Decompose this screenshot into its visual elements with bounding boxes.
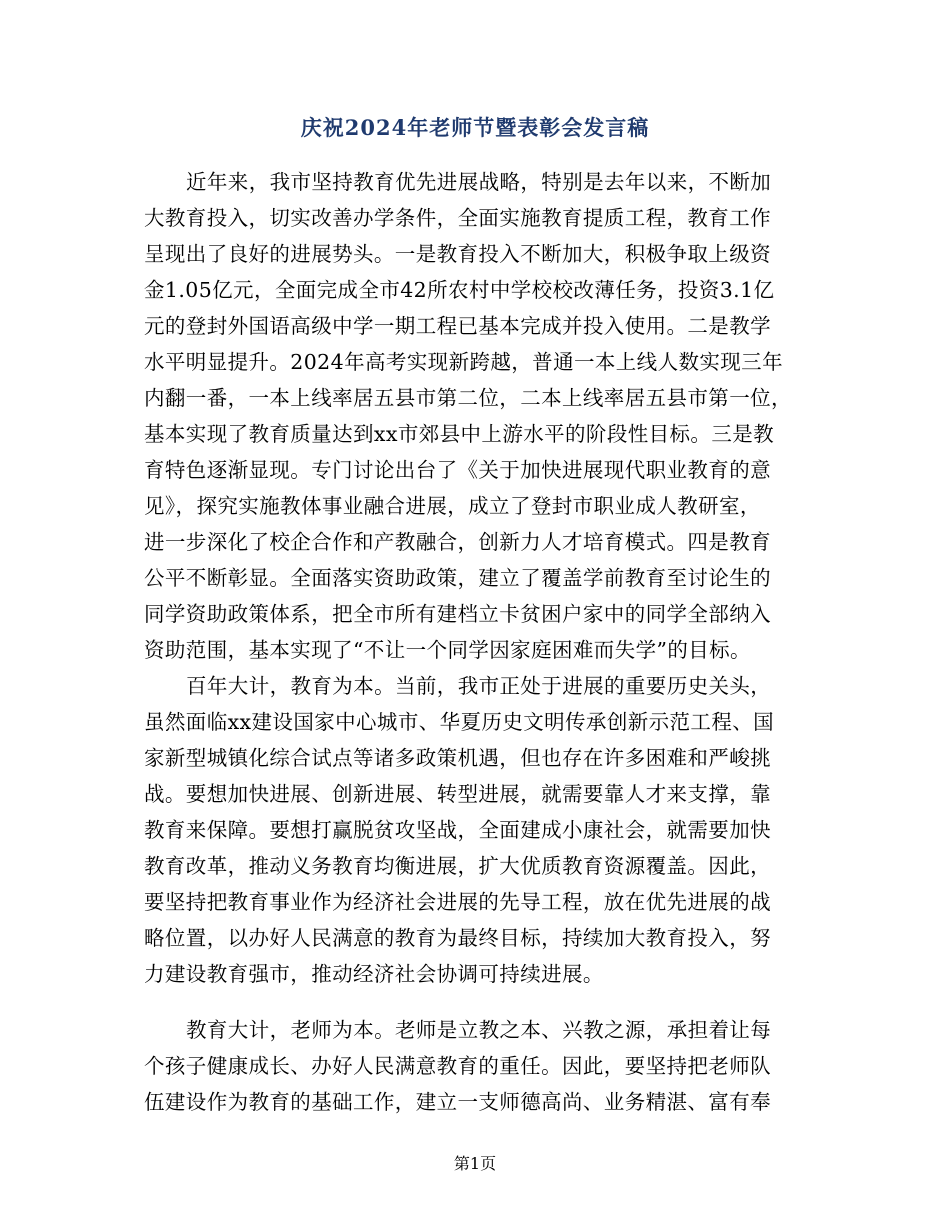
paragraph-line: 育特色逐渐显现。专门讨论出台了《关于加快进展现代职业教育的意: [144, 458, 771, 482]
paragraph-line: 大教育投入，切实改善办学条件，全面实施教育提质工程，教育工作: [144, 206, 771, 230]
paragraph-line: 金1.05亿元，全面完成全市42所农村中学校校改薄任务，投资3.1亿: [144, 278, 775, 302]
paragraph-line: 战。要想加快进展、创新进展、转型进展，就需要靠人才来支撑，靠: [144, 782, 771, 806]
paragraph-line: 内翻一番，一本上线率居五县市第二位，二本上线率居五县市第一位，: [144, 386, 792, 410]
paragraph-line: 教育改革，推动义务教育均衡进展，扩大优质教育资源覆盖。因此，: [144, 854, 771, 878]
paragraph-line: 元的登封外国语高级中学一期工程已基本完成并投入使用。二是教学: [144, 314, 771, 338]
paragraph-line: 略位置，以办好人民满意的教育为最终目标，持续加大教育投入，努: [144, 926, 771, 950]
paragraph-line: 同学资助政策体系，把全市所有建档立卡贫困户家中的同学全部纳入: [144, 602, 771, 626]
paragraph-line: 呈现出了良好的进展势头。一是教育投入不断加大，积极争取上级资: [144, 242, 771, 266]
paragraph-line: 基本实现了教育质量达到xx市郊县中上游水平的阶段性目标。三是教: [144, 422, 775, 446]
paragraph-line: 水平明显提升。2024年高考实现新跨越，普通一本上线人数实现三年: [144, 350, 783, 374]
paragraph-line: 个孩子健康成长、办好人民满意教育的重任。因此，要坚持把老师队: [144, 1054, 771, 1078]
paragraph-line: 见》，探究实施教体事业融合进展，成立了登封市职业成人教研室，: [144, 494, 761, 518]
page-number: 第1页: [453, 1154, 497, 1173]
paragraph-line: 力建设教育强市，推动经济社会协调可持续进展。: [144, 962, 604, 986]
paragraph-line: 要坚持把教育事业作为经济社会进展的先导工程，放在优先进展的战: [144, 890, 771, 914]
paragraph-line: 近年来，我市坚持教育优先进展战略，特别是去年以来，不断加: [186, 170, 772, 194]
paragraph-line: 伍建设作为教育的基础工作，建立一支师德高尚、业务精湛、富有奉: [144, 1090, 771, 1114]
paragraph-line: 公平不断彰显。全面落实资助政策，建立了覆盖学前教育至讨论生的: [144, 566, 771, 590]
document-title: 庆祝2024年老师节暨表彰会发言稿: [300, 115, 650, 140]
paragraph-line: 百年大计，教育为本。当前，我市正处于进展的重要历史关头，: [186, 674, 772, 698]
paragraph-line: 教育大计，老师为本。老师是立教之本、兴教之源，承担着让每: [186, 1018, 772, 1042]
paragraph-line: 家新型城镇化综合试点等诸多政策机遇，但也存在许多困难和严峻挑: [144, 746, 771, 770]
paragraph-line: 资助范围，基本实现了“不让一个同学因家庭困难而失学”的目标。: [144, 638, 751, 662]
paragraph-line: 虽然面临xx建设国家中心城市、华夏历史文明传承创新示范工程、国: [144, 710, 775, 734]
paragraph-line: 教育来保障。要想打赢脱贫攻坚战，全面建成小康社会，就需要加快: [144, 818, 771, 842]
paragraph-line: 进一步深化了校企合作和产教融合，创新力人才培育模式。四是教育: [144, 530, 771, 554]
